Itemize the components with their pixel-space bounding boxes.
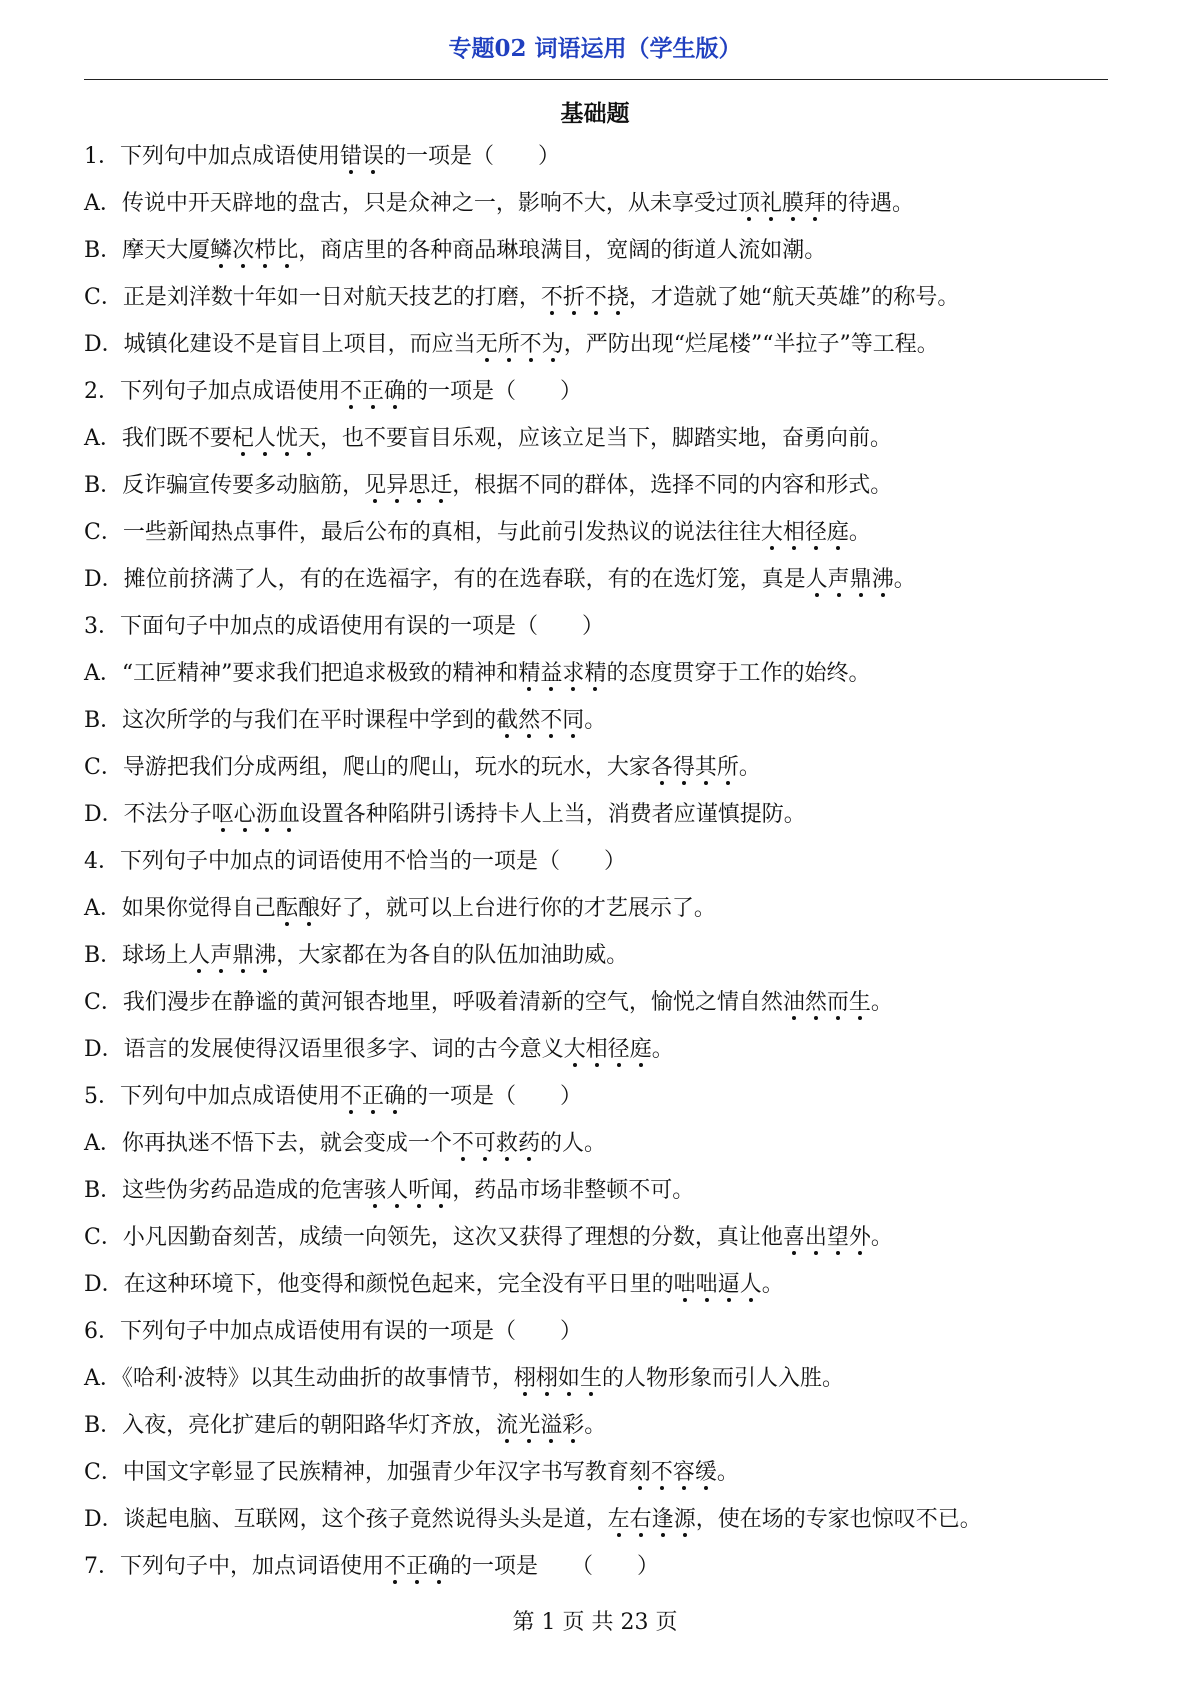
line-text: 的一项是（ ） — [406, 1084, 583, 1109]
dotted-emphasis: 油然而生 — [783, 990, 871, 1015]
answer-option — [84, 321, 1114, 368]
line-text: A．我们既不要 — [84, 426, 232, 451]
line-text: 1．下列句中加点成语使用 — [84, 144, 340, 169]
line-text: D．摊位前挤满了人，有的在选福字，有的在选春联，有的在选灯笼，真是 — [84, 567, 806, 592]
dotted-emphasis: 大相径庭 — [761, 520, 849, 545]
answer-option — [84, 180, 1114, 227]
answer-option — [84, 1449, 1114, 1496]
line-text: 。 — [716, 1460, 739, 1485]
line-text: 。 — [848, 520, 871, 545]
line-text: 2．下列句子加点成语使用 — [84, 379, 340, 404]
dotted-emphasis: 刻不容缓 — [629, 1460, 717, 1485]
line-text: A．传说中开天辟地的盘古，只是众神之一，影响不大，从未享受过 — [84, 191, 738, 216]
answer-option — [84, 885, 1114, 932]
answer-option — [84, 462, 1114, 509]
dotted-emphasis: 不可救药 — [452, 1131, 540, 1156]
answer-option — [84, 1120, 1114, 1167]
answer-option — [84, 509, 1114, 556]
line-text: 4．下列句子中加点的词语使用不恰当的一项是（ ） — [84, 849, 626, 874]
answer-option — [84, 791, 1114, 838]
dotted-emphasis: 不正确 — [384, 1554, 450, 1579]
line-text: ，药品市场非整顿不可。 — [452, 1178, 695, 1203]
line-text: B．这次所学的与我们在平时课程中学到的 — [84, 708, 497, 733]
question-stem — [84, 368, 1114, 415]
dotted-emphasis: 精益求精 — [518, 661, 606, 686]
line-text: B．球场上 — [84, 943, 189, 968]
dotted-emphasis: 人声鼎沸 — [806, 567, 894, 592]
answer-option — [84, 1496, 1114, 1543]
line-text: A．你再执迷不悟下去，就会变成一个 — [84, 1131, 452, 1156]
answer-option — [84, 1261, 1114, 1308]
page-footer: 第 1 页 共 23 页 — [512, 1610, 678, 1635]
question-block — [84, 838, 1114, 1073]
line-text: ，根据不同的群体，选择不同的内容和形式。 — [452, 473, 893, 498]
question-block — [84, 133, 1114, 368]
line-text: ，也不要盲目乐观，应该立足当下，脚踏实地，奋勇向前。 — [319, 426, 892, 451]
line-text: 。 — [893, 567, 916, 592]
header-divider — [84, 79, 1108, 80]
line-text: 。 — [870, 1225, 893, 1250]
line-text: 。 — [870, 990, 893, 1015]
line-text: C．导游把我们分成两组，爬山的爬山，玩水的玩水，大家 — [84, 755, 651, 780]
line-text: ，使在场的专家也惊叹不已。 — [695, 1507, 982, 1532]
line-text: 的态度贯穿于工作的始终。 — [606, 661, 871, 686]
line-text: C．一些新闻热点事件，最后公布的真相，与此前引发热议的说法往往 — [84, 520, 761, 545]
answer-option — [84, 697, 1114, 744]
question-stem — [84, 603, 1114, 650]
dotted-emphasis: 无所不为 — [476, 332, 564, 357]
line-text: D．城镇化建设不是盲目上项目，而应当 — [84, 332, 476, 357]
answer-option — [84, 556, 1114, 603]
dotted-emphasis: 咄咄逼人 — [674, 1272, 762, 1297]
line-text: D．不法分子 — [84, 802, 212, 827]
question-stem — [84, 1308, 1114, 1355]
question-block — [84, 1073, 1114, 1308]
line-text: D．谈起电脑、互联网，这个孩子竟然说得头头是道， — [84, 1507, 608, 1532]
answer-option — [84, 415, 1114, 462]
line-text: ，商店里的各种商品琳琅满目，宽阔的街道人流如潮。 — [298, 238, 827, 263]
answer-option — [84, 1214, 1114, 1261]
line-text: ，才造就了她“航天英雄”的称号。 — [628, 285, 960, 310]
line-text: A．如果你觉得自己 — [84, 896, 276, 921]
dotted-emphasis: 见异思迁 — [364, 473, 452, 498]
line-text: D．语言的发展使得汉语里很多字、词的古今意义 — [84, 1037, 564, 1062]
line-text: 。 — [584, 1413, 607, 1438]
dotted-emphasis: 骇人听闻 — [364, 1178, 452, 1203]
dotted-emphasis: 不正确 — [340, 1084, 406, 1109]
line-text: A．“工匠精神”要求我们把追求极致的精神和 — [84, 661, 519, 686]
dotted-emphasis: 顶礼膜拜 — [738, 191, 826, 216]
line-text: 。 — [738, 755, 761, 780]
dotted-emphasis: 喜出望外 — [783, 1225, 871, 1250]
line-text: 5．下列句中加点成语使用 — [84, 1084, 340, 1109]
line-text: 的人物形象而引人入胜。 — [601, 1366, 844, 1391]
answer-option — [84, 1402, 1114, 1449]
line-text: 的一项是（ ） — [406, 379, 583, 404]
dotted-emphasis: 不正确 — [340, 379, 406, 404]
line-text: 。 — [761, 1272, 784, 1297]
question-stem — [84, 1073, 1114, 1120]
dotted-emphasis: 各得其所 — [651, 755, 739, 780]
question-block — [84, 1308, 1114, 1543]
line-text: B．入夜，亮化扩建后的朝阳路华灯齐放， — [84, 1413, 497, 1438]
question-block — [84, 603, 1114, 838]
question-stem — [84, 133, 1114, 180]
dotted-emphasis: 左右逢源 — [608, 1507, 696, 1532]
line-text: 6．下列句子中加点成语使用有误的一项是（ ） — [84, 1319, 582, 1344]
line-text: 3．下面句子中加点的成语使用有误的一项是（ ） — [84, 614, 604, 639]
dotted-emphasis: 大相径庭 — [564, 1037, 652, 1062]
dotted-emphasis: 不折不挠 — [541, 285, 629, 310]
line-text: 的一项是（ ） — [384, 144, 561, 169]
dotted-emphasis: 错误 — [340, 144, 384, 169]
line-text: B．摩天大厦 — [84, 238, 211, 263]
dotted-emphasis: 流光溢彩 — [496, 1413, 584, 1438]
section-heading: 基础题 — [560, 100, 630, 127]
line-text: ，大家都在为各自的队伍加油助威。 — [276, 943, 629, 968]
line-text: D．在这种环境下，他变得和颜悦色起来，完全没有平日里的 — [84, 1272, 674, 1297]
line-text: C．我们漫步在静谧的黄河银杏地里，呼吸着清新的空气，愉悦之情自然 — [84, 990, 783, 1015]
line-text: 。 — [651, 1037, 674, 1062]
question-list — [84, 133, 1114, 1590]
dotted-emphasis: 截然不同 — [496, 708, 584, 733]
line-text: B．这些伪劣药品造成的危害 — [84, 1178, 365, 1203]
dotted-emphasis: 鳞次栉比 — [210, 238, 298, 263]
line-text: 好了，就可以上台进行你的才艺展示了。 — [319, 896, 716, 921]
line-text: C．小凡因勤奋刻苦，成绩一向领先，这次又获得了理想的分数，真让他 — [84, 1225, 783, 1250]
question-block — [84, 1543, 1114, 1590]
line-text: C．中国文字彰显了民族精神，加强青少年汉字书写教育 — [84, 1460, 629, 1485]
line-text: 7．下列句子中，加点词语使用 — [84, 1554, 384, 1579]
answer-option — [84, 1026, 1114, 1073]
answer-option — [84, 274, 1114, 321]
answer-option — [84, 1167, 1114, 1214]
answer-option — [84, 1355, 1114, 1402]
dotted-emphasis: 人声鼎沸 — [188, 943, 276, 968]
line-text: C．正是刘洋数十年如一日对航天技艺的打磨， — [84, 285, 541, 310]
dotted-emphasis: 杞人忧天 — [232, 426, 320, 451]
dotted-emphasis: 呕心沥血 — [212, 802, 300, 827]
answer-option — [84, 744, 1114, 791]
question-stem — [84, 1543, 1114, 1590]
dotted-emphasis: 酝酿 — [276, 896, 320, 921]
question-block — [84, 368, 1114, 603]
dotted-emphasis: 栩栩如生 — [514, 1366, 602, 1391]
answer-option — [84, 932, 1114, 979]
question-stem — [84, 838, 1114, 885]
document-header-title: 专题02 词语运用（学生版） — [448, 35, 742, 62]
line-text: ，严防出现“烂尾楼”“半拉子”等工程。 — [563, 332, 939, 357]
line-text: 设置各种陷阱引诱持卡人上当，消费者应谨慎提防。 — [299, 802, 806, 827]
answer-option — [84, 227, 1114, 274]
line-text: 。 — [584, 708, 607, 733]
line-text: 的待遇。 — [825, 191, 914, 216]
line-text: B．反诈骗宣传要多动脑筋， — [84, 473, 365, 498]
line-text: 的一项是 （ ） — [450, 1554, 660, 1579]
line-text: A．《哈利·波特》以其生动曲折的故事情节， — [84, 1366, 514, 1391]
answer-option — [84, 979, 1114, 1026]
line-text: 的人。 — [539, 1131, 606, 1156]
answer-option — [84, 650, 1114, 697]
